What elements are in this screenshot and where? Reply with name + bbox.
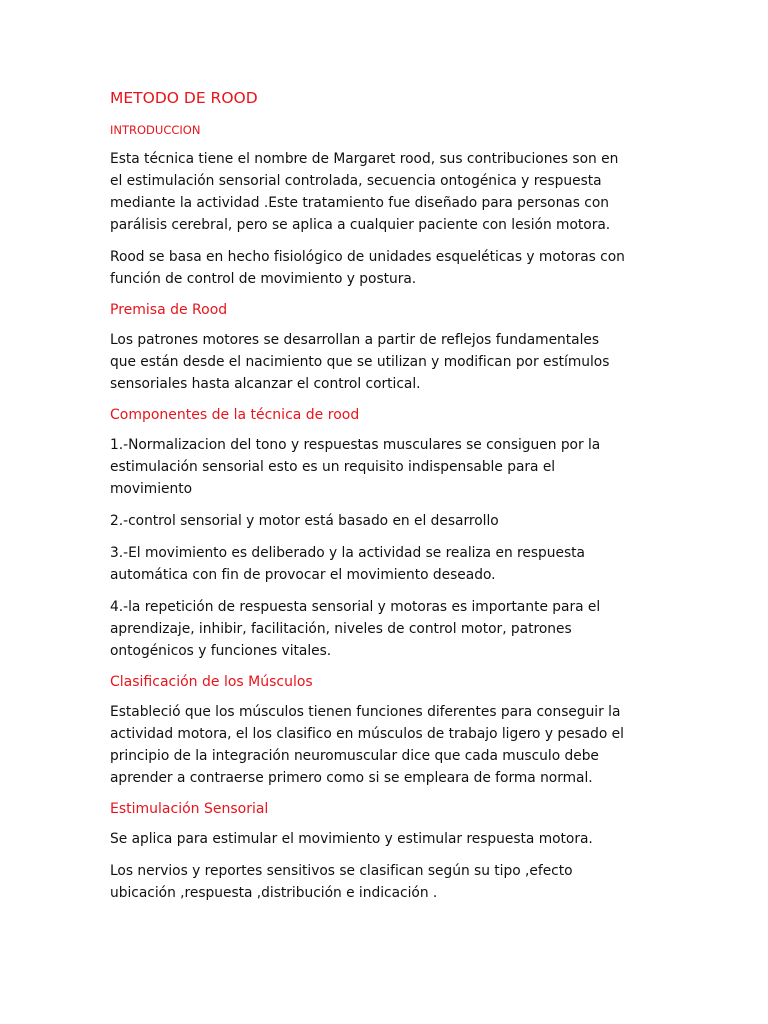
text-line: ontogénicos y funciones vitales. <box>110 643 332 659</box>
text-line: movimiento <box>110 481 193 497</box>
section-clasificacion <box>110 672 670 789</box>
text-line: 1.-Normalizacion del tono y respuestas musculares se consiguen por la <box>110 437 601 453</box>
section-heading: Componentes de la técnica de rood <box>110 407 360 423</box>
text-line: parálisis cerebral, pero se aplica a cualquier paciente con lesión motora. <box>110 217 611 233</box>
text-line: mediante la actividad .Este tratamiento fue diseñado para personas con <box>110 195 609 211</box>
text-line: Rood se basa en hecho fisiológico de unidades esqueléticas y motoras con <box>110 249 625 265</box>
paragraph <box>110 246 670 290</box>
text-line: principio de la integración neuromuscular dice que cada musculo debe <box>110 748 599 764</box>
text-line: que están desde el nacimiento que se utilizan y modifican por estímulos <box>110 354 610 370</box>
section-introduccion <box>110 148 670 290</box>
text-line: Se aplica para estimular el movimiento y estimular respuesta motora. <box>110 831 593 847</box>
section-heading: Estimulación Sensorial <box>110 801 269 817</box>
text-line: estimulación sensorial esto es un requisito indispensable para el <box>110 459 556 475</box>
text-line: Esta técnica tiene el nombre de Margaret rood, sus contribuciones son en <box>110 151 619 167</box>
document-title: METODO DE ROOD <box>110 89 258 107</box>
list-item <box>110 542 670 586</box>
paragraph <box>110 329 670 395</box>
text-line: Los patrones motores se desarrollan a partir de reflejos fundamentales <box>110 332 600 348</box>
section-componentes <box>110 405 670 662</box>
paragraph <box>110 701 670 789</box>
section-heading: Clasificación de los Músculos <box>110 674 313 690</box>
section-heading: Premisa de Rood <box>110 302 228 318</box>
paragraph <box>110 148 670 236</box>
text-line: aprender a contraerse primero como si se empleara de forma normal. <box>110 770 593 786</box>
text-line: Los nervios y reportes sensitivos se clasifican según su tipo ,efecto <box>110 863 573 879</box>
list-item <box>110 434 670 500</box>
section-premisa <box>110 300 670 395</box>
paragraph <box>110 828 670 850</box>
text-line: automática con fin de provocar el movimiento deseado. <box>110 567 496 583</box>
paragraph <box>110 860 670 904</box>
text-line: Estableció que los músculos tienen funciones diferentes para conseguir la <box>110 704 621 720</box>
text-line: aprendizaje, inhibir, facilitación, niveles de control motor, patrones <box>110 621 572 637</box>
section-estimulacion <box>110 799 670 904</box>
list-item <box>110 510 670 532</box>
text-line: ubicación ,respuesta ,distribución e indicación . <box>110 885 438 901</box>
text-line: el estimulación sensorial controlada, secuencia ontogénica y respuesta <box>110 173 602 189</box>
document-body <box>110 86 670 914</box>
text-line: 4.-la repetición de respuesta sensorial y motoras es importante para el <box>110 599 601 615</box>
text-line: sensoriales hasta alcanzar el control cortical. <box>110 376 421 392</box>
text-line: 2.-control sensorial y motor está basado en el desarrollo <box>110 513 499 529</box>
intro-label: INTRODUCCION <box>110 123 201 137</box>
text-line: actividad motora, el los clasifico en músculos de trabajo ligero y pesado el <box>110 726 624 742</box>
text-line: función de control de movimiento y postura. <box>110 271 417 287</box>
list-item <box>110 596 670 662</box>
text-line: 3.-El movimiento es deliberado y la actividad se realiza en respuesta <box>110 545 585 561</box>
